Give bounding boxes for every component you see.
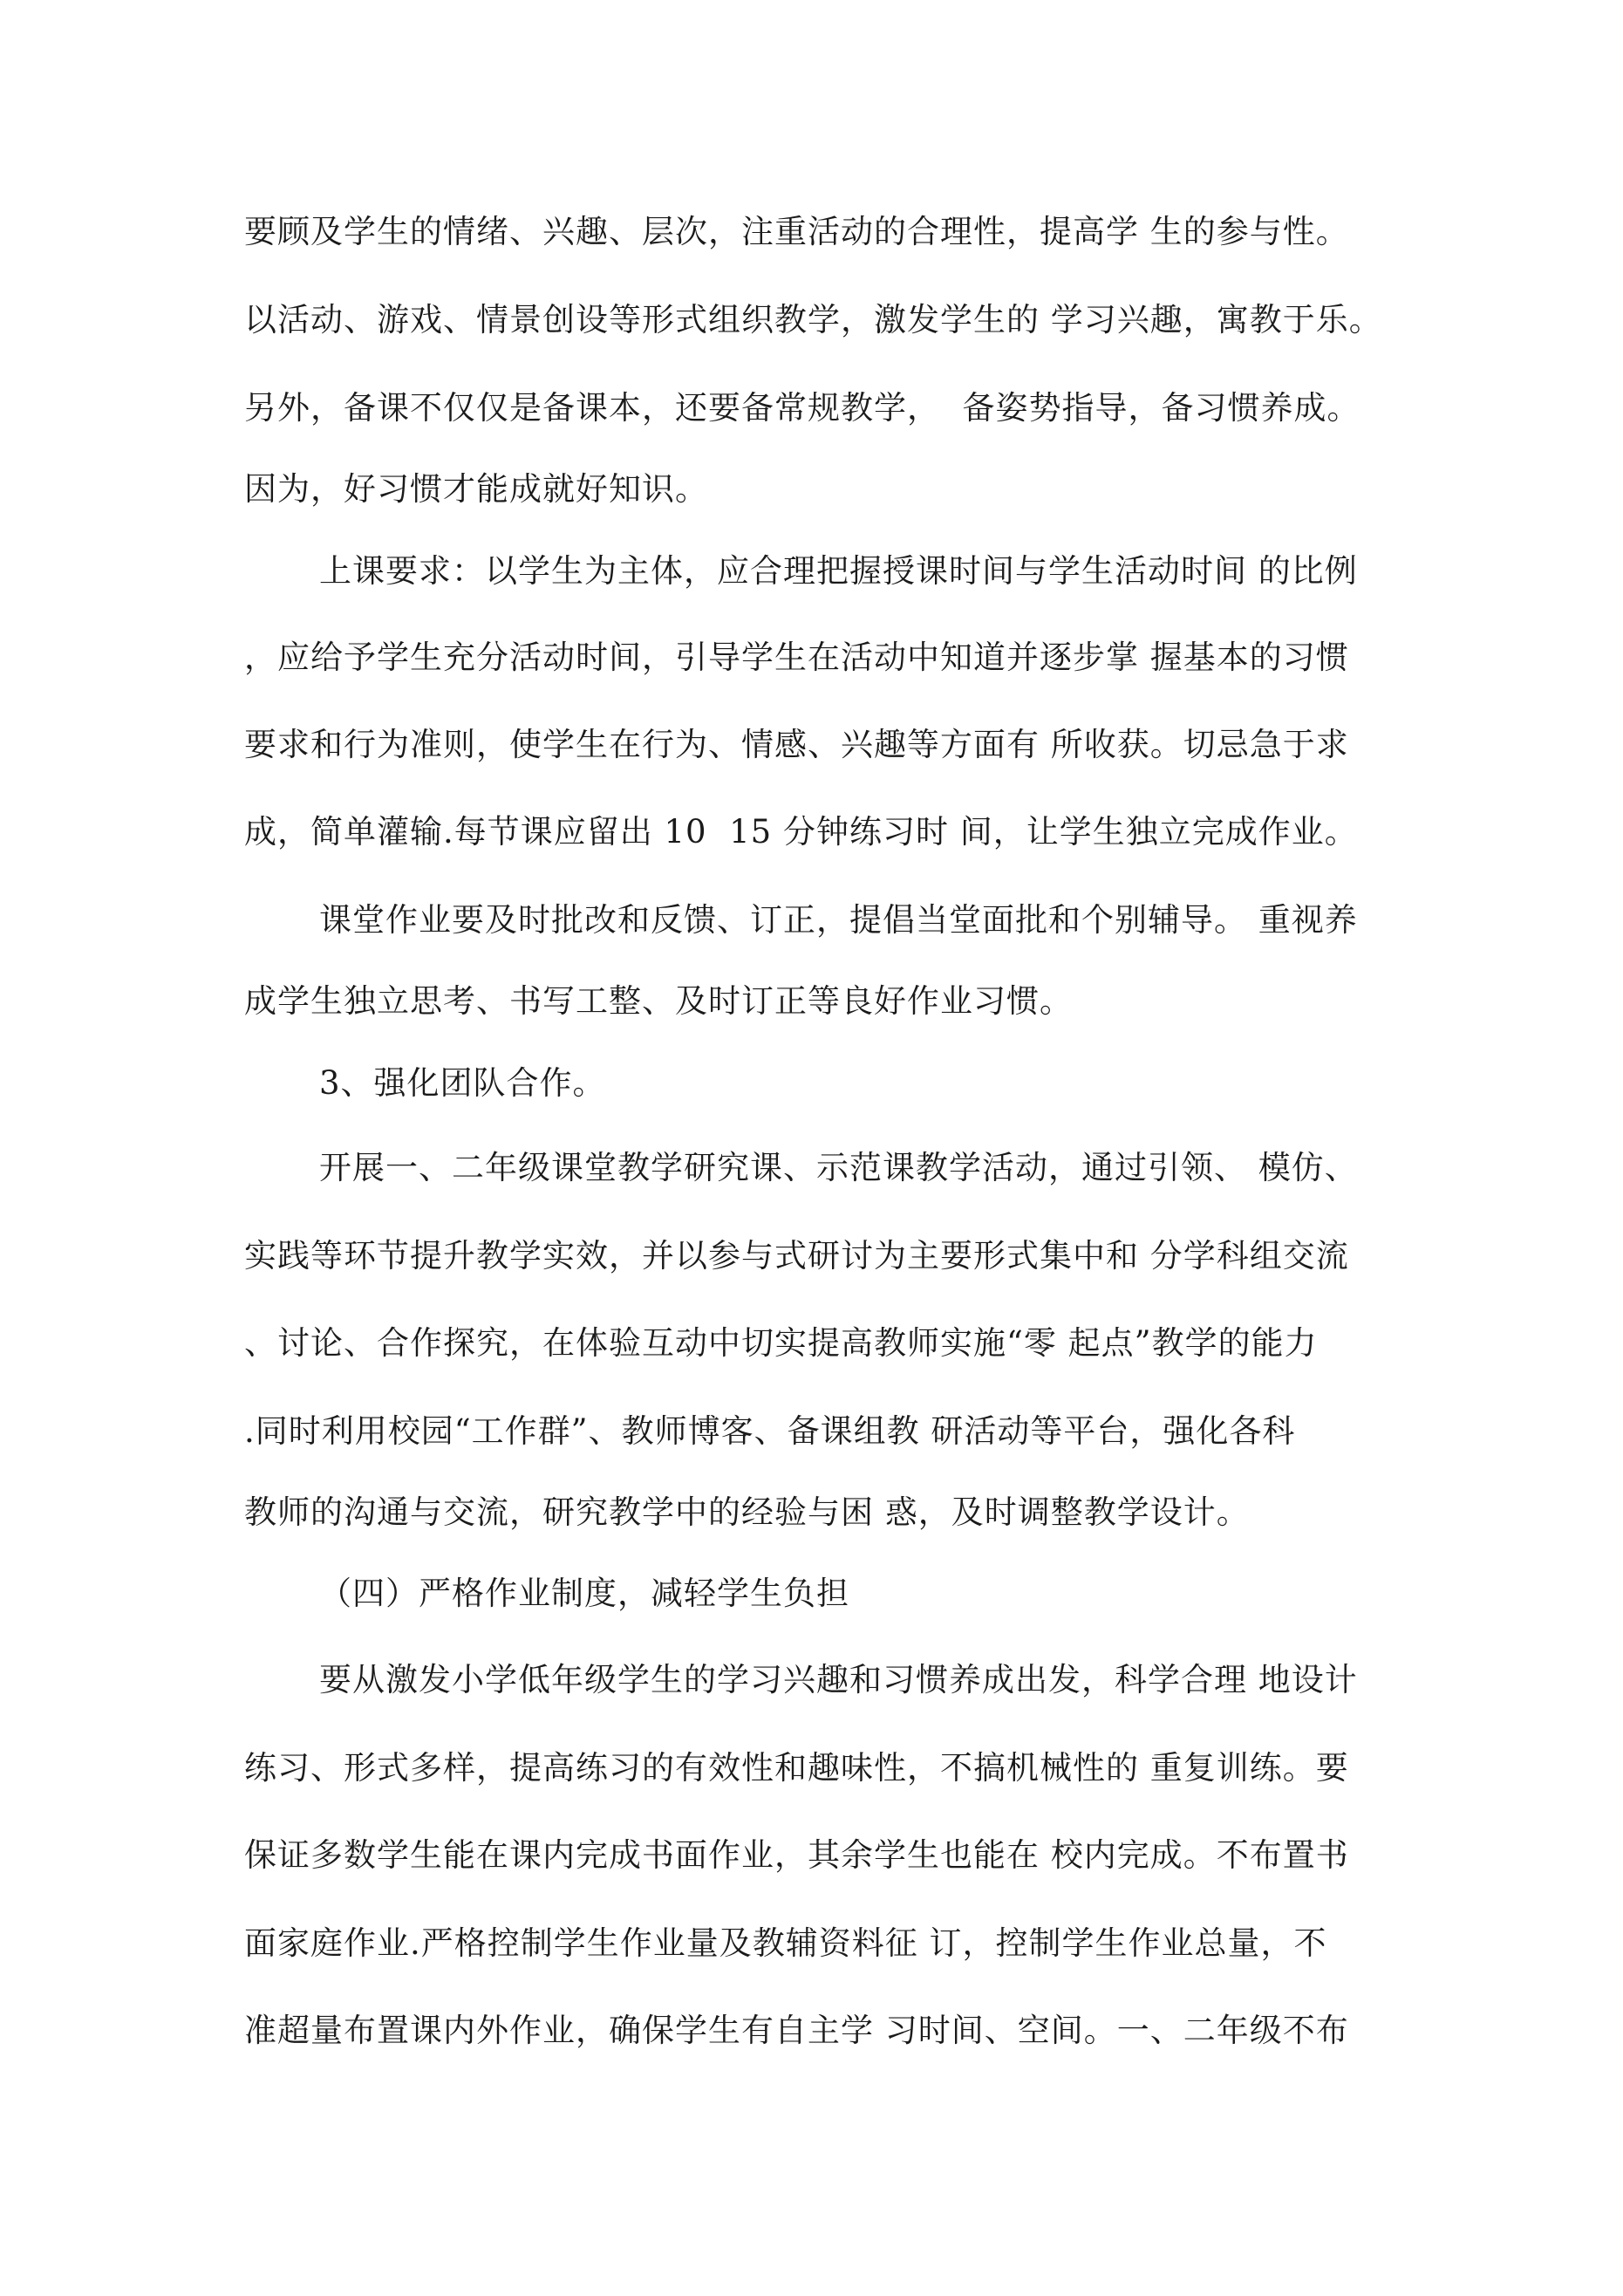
section-heading: 3、强化团队合作。 (319, 1064, 606, 1102)
text-line: 练习、形式多样，提高练习的有效性和趣味性，不搞机械性的 重复训练。要 (244, 1749, 1349, 1787)
text-line: 成学生独立思考、书写工整、及时订正等良好作业习惯。 (244, 982, 1073, 1020)
text-line: 实践等环节提升教学实效，并以参与式研讨为主要形式集中和 分学科组交流 (244, 1237, 1349, 1274)
text-line: 教师的沟通与交流，研究教学中的经验与困 惑，及时调整教学设计。 (244, 1493, 1250, 1531)
text-line: 开展一、二年级课堂教学研究课、示范课教学活动，通过引领、 模仿、 (319, 1149, 1358, 1186)
text-line: 另外，备课不仅仅是备课本，还要备常规教学， 备姿势指导，备习惯养成。 (244, 389, 1360, 427)
text-line: 要从激发小学低年级学生的学习兴趣和习惯养成出发，科学合理 地设计 (319, 1661, 1358, 1698)
text-line: 因为，好习惯才能成就好知识。 (244, 470, 708, 508)
section-heading: （四）严格作业制度，减轻学生负担 (319, 1575, 849, 1612)
text-line: 课堂作业要及时批改和反馈、订正，提倡当堂面批和个别辅导。 重视养 (319, 901, 1358, 939)
text-line: 上课要求：以学生为主体，应合理把握授课时间与学生活动时间 的比例 (319, 552, 1358, 590)
text-line: 要求和行为准则，使学生在行为、情感、兴趣等方面有 所收获。切忌急于求 (244, 726, 1349, 763)
text-line: ，应给予学生充分活动时间，引导学生在活动中知道并逐步掌 握基本的习惯 (244, 639, 1349, 676)
text-line: .同时利用校园“工作群”、教师博客、备课组教 研活动等平台，强化各科 (244, 1412, 1296, 1450)
text-line: 要顾及学生的情绪、兴趣、层次，注重活动的合理性，提高学 生的参与性。 (244, 213, 1349, 250)
text-line: 、讨论、合作探究，在体验互动中切实提高教师实施“零 起点”教学的能力 (244, 1324, 1318, 1362)
text-line: 面家庭作业.严格控制学生作业量及教辅资料征 订，控制学生作业总量，不 (244, 1924, 1327, 1962)
text-line: 成，简单灌输.每节课应留出 10 15 分钟练习时 间，让学生独立完成作业。 (244, 813, 1358, 851)
text-line: 准超量布置课内外作业，确保学生有自主学 习时间、空间。一、二年级不布 (244, 2012, 1349, 2049)
text-line: 以活动、游戏、情景创设等形式组织教学，激发学生的 学习兴趣，寓教于乐。 (244, 301, 1382, 338)
text-line: 保证多数学生能在课内完成书面作业，其余学生也能在 校内完成。不布置书 (244, 1836, 1349, 1874)
